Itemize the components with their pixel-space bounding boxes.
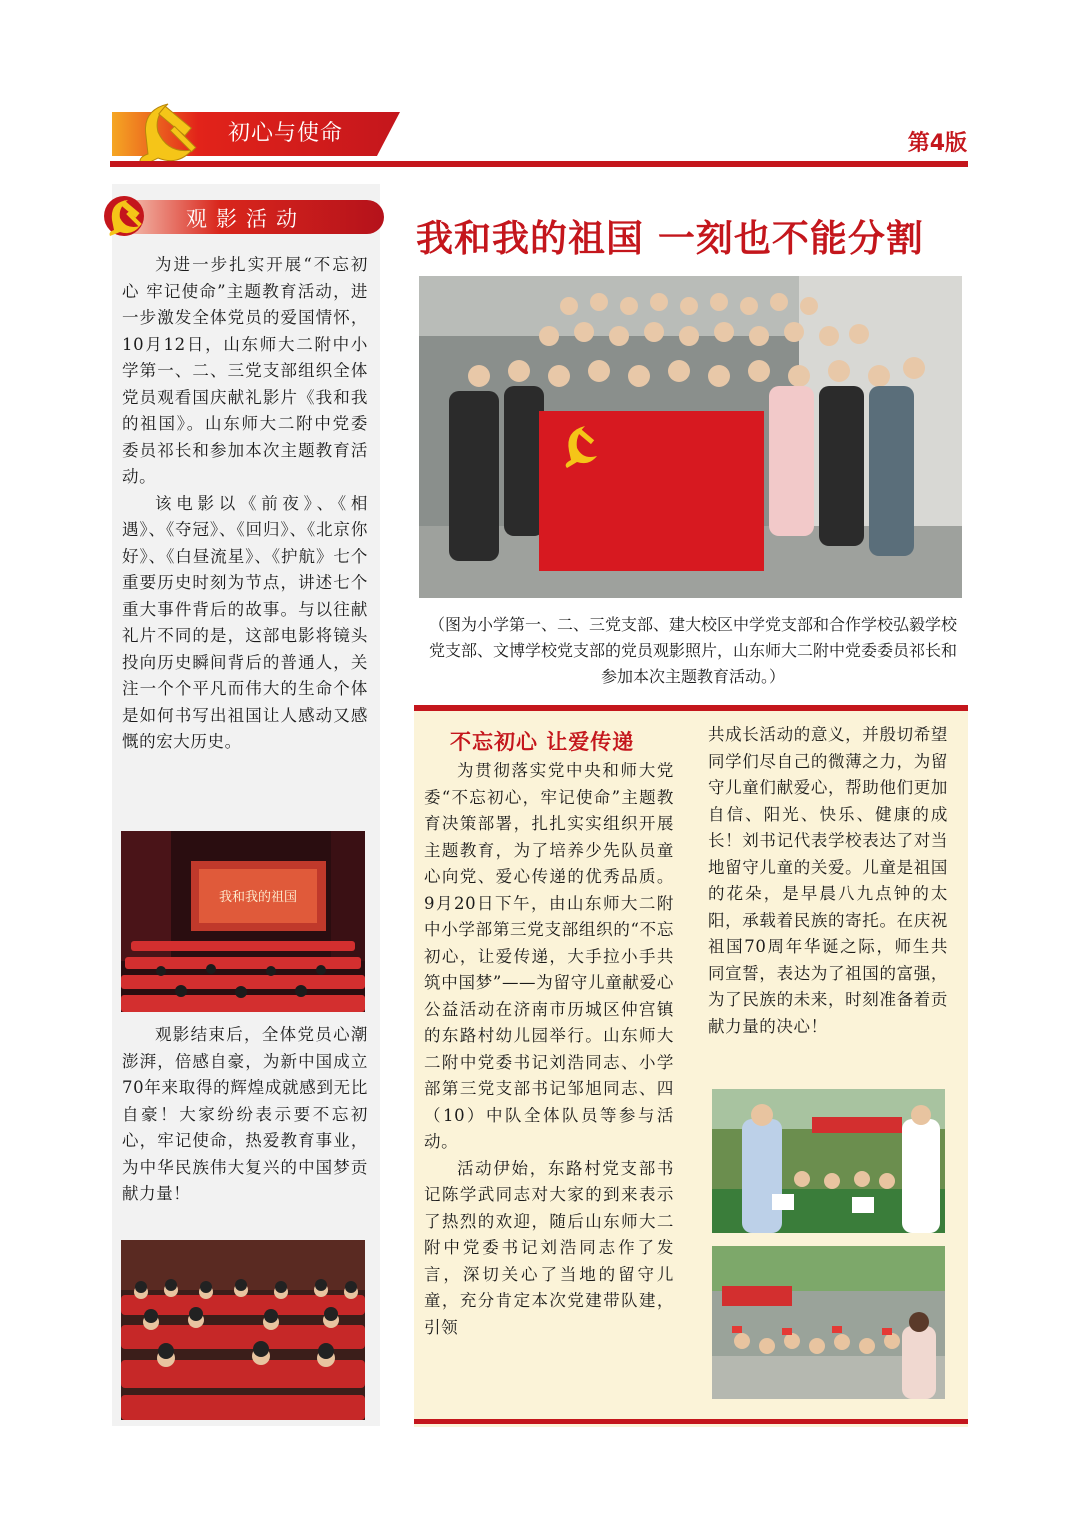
left-article-top <box>122 252 368 756</box>
screen-title: 我和我的祖国 <box>218 890 298 905</box>
paragraph: 为进一步扎实开展“不忘初心 牢记使命”主题教育活动，进一步激发全体党员的爱国情怀，10月12日，山东师大二附中小学第一、二、三党支部组织全体党员观看国庆献礼影片《我和我的祖国》。山东师大二附中党委委员祁长和参加本次主题教育活动。 <box>122 255 368 486</box>
kindergarten-activity-photo <box>712 1089 945 1233</box>
cinema-screen-photo <box>121 831 365 1012</box>
paragraph: 为贯彻落实党中央和师大党委“不忘初心，牢记使命”主题教育决策部署，扎扎实实组织开展主题教育，为了培养少先队员童心向党、爱心传递的优秀品质。9月20日下午，由山东师大二附中小学部第三党支部组织的“不忘初心，让爱传递，大手拉小手共筑中国梦”——为留守儿童献爱心公益活动在济南市历城区仲宫镇的东路村幼儿园举行。山东师大二附中党委书记刘浩同志、小学部第三党支部书记邹旭同志、四（10）中队全体队员等参与活动。 <box>424 761 674 1151</box>
feature-article-col2 <box>708 722 948 1040</box>
section-title: 观影活动 <box>186 207 306 231</box>
party-emblem-icon <box>128 96 214 168</box>
feature-bottom-rule <box>414 1419 968 1424</box>
feature-article-col1 <box>424 758 674 1341</box>
paragraph: 共成长活动的意义，并殷切希望同学们尽自己的微薄之力，为留守儿童们献爱心，帮助他们更加自信、阳光、快乐、健康的成长！刘书记代表学校表达了对当地留守儿童的关爱。儿童是祖国的花朵，是早晨八九点钟的太阳，承载着民族的寄托。在庆祝祖国70周年华诞之际，师生共同宣誓，表达为了祖国的富强，为了民族的未来，时刻准备着贡献力量的决心！ <box>708 725 948 1036</box>
page-number: 第4版 <box>907 131 967 156</box>
party-emblem-icon <box>100 192 152 240</box>
paragraph: 该电影以《前夜》、《相遇》、《夺冠》、《回归》、《北京你好》、《白昼流星》、《护航》七个重要历史时刻为节点，讲述七个重大事件背后的故事。与以往献礼片不同的是，这部电影将镜头投向历史瞬间背后的普通人，关注一个个平凡而伟大的生命个体是如何书写出祖国让人感动又感慨的宏大历史。 <box>122 493 368 751</box>
paragraph: 活动伊始，东路村党支部书记陈学武同志对大家的到来表示了热烈的欢迎，随后山东师大二附中党委书记刘浩同志作了发言，深切关心了当地的留守儿童，充分肯定本次党建带队建，引领 <box>424 1158 674 1337</box>
feature-title: 不忘初心 让爱传递 <box>450 730 635 754</box>
photo-caption: （图为小学第一、二、三党支部、建大校区中学党支部和合作学校弘毅学校党支部、文博学校党支部的党员观影照片，山东师大二附中党委委员祁长和参加本次主题教育活动。） <box>428 615 957 686</box>
paragraph: 观影结束后，全体党员心潮澎湃，倍感自豪，为新中国成立70年来取得的辉煌成就感到无比自豪！大家纷纷表示要不忘初心，牢记使命，热爱教育事业，为中华民族伟大复兴的中国梦贡献力量！ <box>122 1025 368 1203</box>
group-photo-with-flag <box>419 276 962 598</box>
left-article-bottom <box>122 1022 368 1208</box>
children-with-flags-photo <box>712 1246 945 1399</box>
header-rule <box>110 161 968 167</box>
section-label: 初心与使命 <box>228 121 344 146</box>
audience-photo <box>121 1240 365 1420</box>
main-headline: 我和我的祖国 一刻也不能分割 <box>416 216 924 260</box>
